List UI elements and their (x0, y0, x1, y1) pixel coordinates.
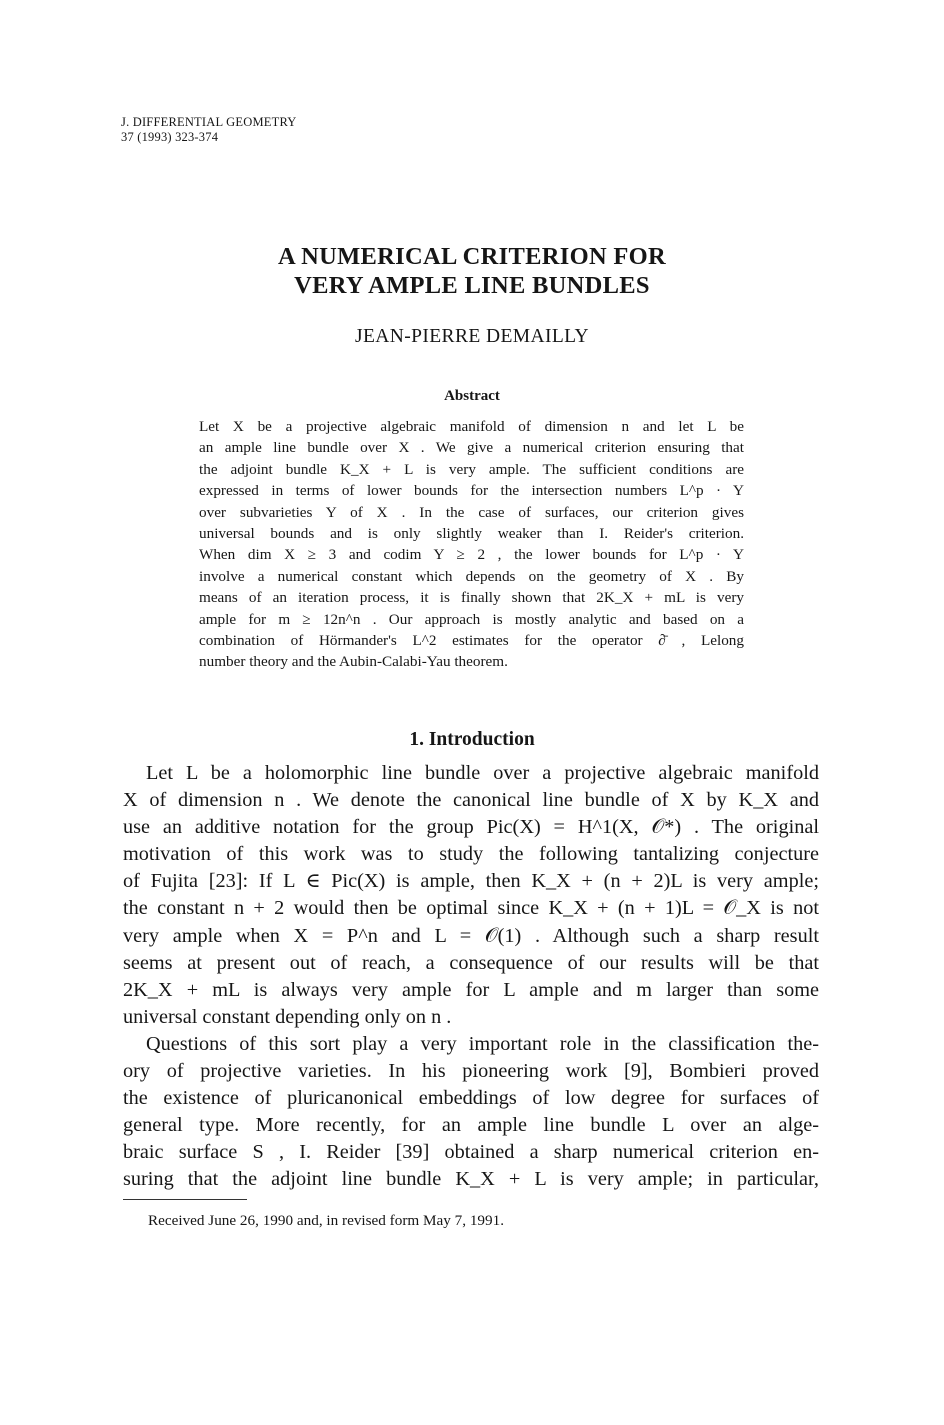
body-line: the constant n + 2 would then be optimal since K_X + (n + 1)L = 𝒪_X is not (123, 897, 819, 920)
section-heading: 1. Introduction (409, 729, 535, 750)
body-line: of Fujita [23]: If L ∈ Pic(X) is ample, then K_X + (n + 2)L is very ample; (123, 870, 819, 893)
abstract-line: ample for m ≥ 12n^n . Our approach is mostly analytic and based on a (199, 610, 744, 628)
journal-name: J. DIFFERENTIAL GEOMETRY (121, 115, 297, 129)
body-line: general type. More recently, for an ample line bundle L over an alge- (123, 1114, 819, 1137)
author-name: JEAN-PIERRE DEMAILLY (354, 326, 590, 347)
body-line: Let L be a holomorphic line bundle over a projective algebraic manifold (146, 762, 819, 784)
abstract-line: number theory and the Aubin-Calabi-Yau theorem. (199, 653, 508, 671)
title-line: A NUMERICAL CRITERION FOR (278, 243, 666, 270)
journal-citation: 37 (1993) 323-374 (121, 130, 219, 144)
abstract-line: an ample line bundle over X . We give a numerical criterion ensuring that (199, 439, 744, 457)
section-body (123, 760, 819, 1194)
abstract-line: the adjoint bundle K_X + L is very ample. The sufficient conditions are (199, 460, 744, 478)
body-line: seems at present out of reach, a consequence of our results will be that (123, 951, 819, 974)
title-line: VERY AMPLE LINE BUNDLES (294, 272, 650, 299)
abstract-line: When dim X ≥ 3 and codim Y ≥ 2 , the lower bounds for L^p · Y (199, 546, 744, 564)
abstract-line: universal bounds and is only slightly weaker than I. Reider's criterion. (199, 524, 744, 542)
body-line: 2K_X + mL is always very ample for L ample and m larger than some (123, 978, 819, 1001)
body-line: universal constant depending only on n . (123, 1005, 452, 1028)
abstract-line: combination of Hörmander's L^2 estimates for the operator ∂̄ , Lelong (199, 631, 744, 649)
body-line: use an additive notation for the group Pic(X) = H^1(X, 𝒪*) . The original (123, 816, 819, 839)
abstract-line: Let X be a projective algebraic manifold of dimension n and let L be (199, 418, 744, 435)
body-line: Questions of this sort play a very important role in the classification the- (146, 1032, 819, 1055)
body-line: motivation of this work was to study the following tantalizing conjecture (123, 843, 819, 866)
body-line: the existence of pluricanonical embeddings of low degree for surfaces of (123, 1087, 819, 1110)
journal-header (121, 115, 297, 145)
abstract-line: means of an iteration process, it is finally shown that 2K_X + mL is very (199, 589, 744, 607)
body-line: ory of projective varieties. In his pioneering work [9], Bombieri proved (123, 1060, 819, 1083)
footnote: Received June 26, 1990 and, in revised form May 7, 1991. (148, 1212, 504, 1229)
abstract-line: involve a numerical constant which depends on the geometry of X . By (199, 567, 744, 585)
footnote-rule (123, 1199, 247, 1200)
body-line: braic surface S , I. Reider [39] obtained a sharp numerical criterion en- (123, 1141, 819, 1164)
paper-title (0, 242, 944, 300)
abstract-heading: Abstract (444, 388, 500, 404)
abstract-line: expressed in terms of lower bounds for the intersection numbers L^p · Y (199, 482, 744, 500)
abstract-body (199, 416, 744, 673)
abstract-line: over subvarieties Y of X . In the case of surfaces, our criterion gives (199, 503, 744, 521)
body-line: suring that the adjoint line bundle K_X + L is very ample; in particular, (123, 1168, 819, 1191)
body-line: very ample when X = P^n and L = 𝒪(1) . Although such a sharp result (123, 924, 819, 947)
body-line: X of dimension n . We denote the canonical line bundle of X by K_X and (123, 789, 819, 812)
